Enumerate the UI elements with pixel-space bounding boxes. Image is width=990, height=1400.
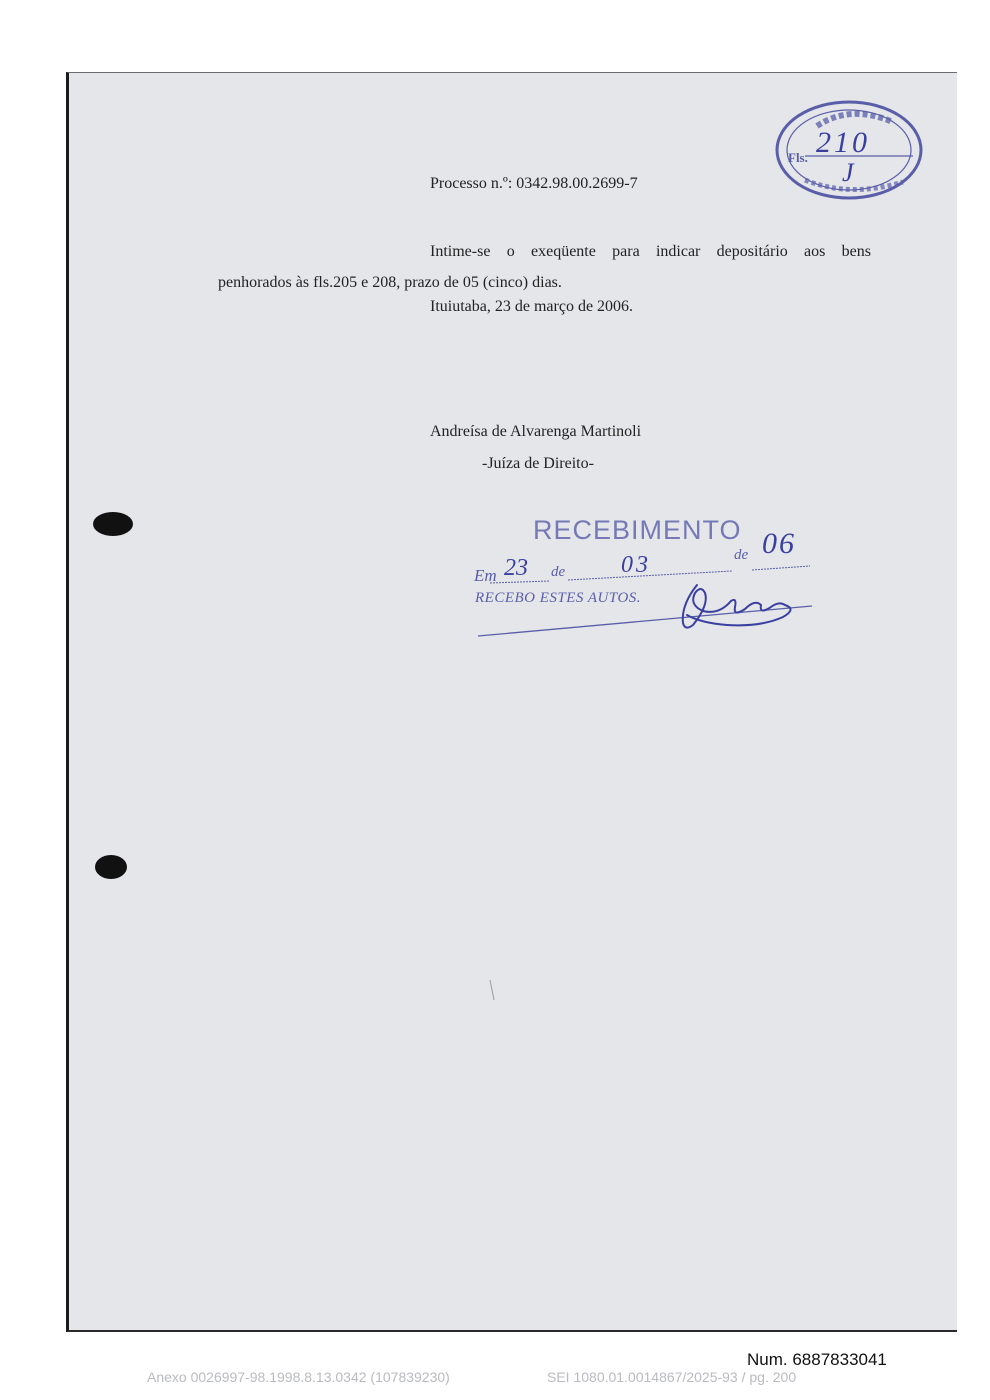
paper-mark <box>488 978 498 1002</box>
handwritten-signature <box>675 575 815 635</box>
sei-reference: SEI 1080.01.0014867/2025-93 / pg. 200 <box>547 1369 797 1385</box>
receipt-day: 23 <box>504 555 528 581</box>
page-stamp-label: Fls. <box>788 150 808 165</box>
receipt-stamp-title: RECEBIMENTO <box>533 515 742 545</box>
document-number: Num. 6887833041 <box>747 1350 887 1369</box>
receipt-month: 03 <box>621 552 651 578</box>
order-line-1: Intime-se o exeqüente para indicar depositário aos bens <box>430 243 871 260</box>
signer-name: Andreísa de Alvarenga Martinoli <box>430 423 642 440</box>
order-line-2: penhorados às fls.205 e 208, prazo de 05 (cinco) dias. <box>218 274 562 291</box>
process-number: Processo n.º: 0342.98.00.2699-7 <box>430 175 638 192</box>
annex-reference: Anexo 0026997-98.1998.8.13.0342 (107839230) <box>147 1369 450 1385</box>
signer-title: -Juíza de Direito- <box>482 455 594 472</box>
receipt-year: 06 <box>762 527 796 560</box>
page-stamp-initial: J <box>842 158 854 187</box>
receipt-sep-1: de <box>551 564 566 580</box>
punch-hole-top <box>93 512 133 536</box>
order-paragraph <box>218 236 871 298</box>
page-stamp-number: 210 <box>816 126 870 159</box>
punch-hole-bottom <box>95 855 127 879</box>
receipt-sep-2: de <box>734 547 749 563</box>
receipt-prefix: Em <box>474 566 497 585</box>
receipt-statement: RECEBO ESTES AUTOS. <box>475 590 642 606</box>
date-line: Ituiutaba, 23 de março de 2006. <box>430 298 634 315</box>
